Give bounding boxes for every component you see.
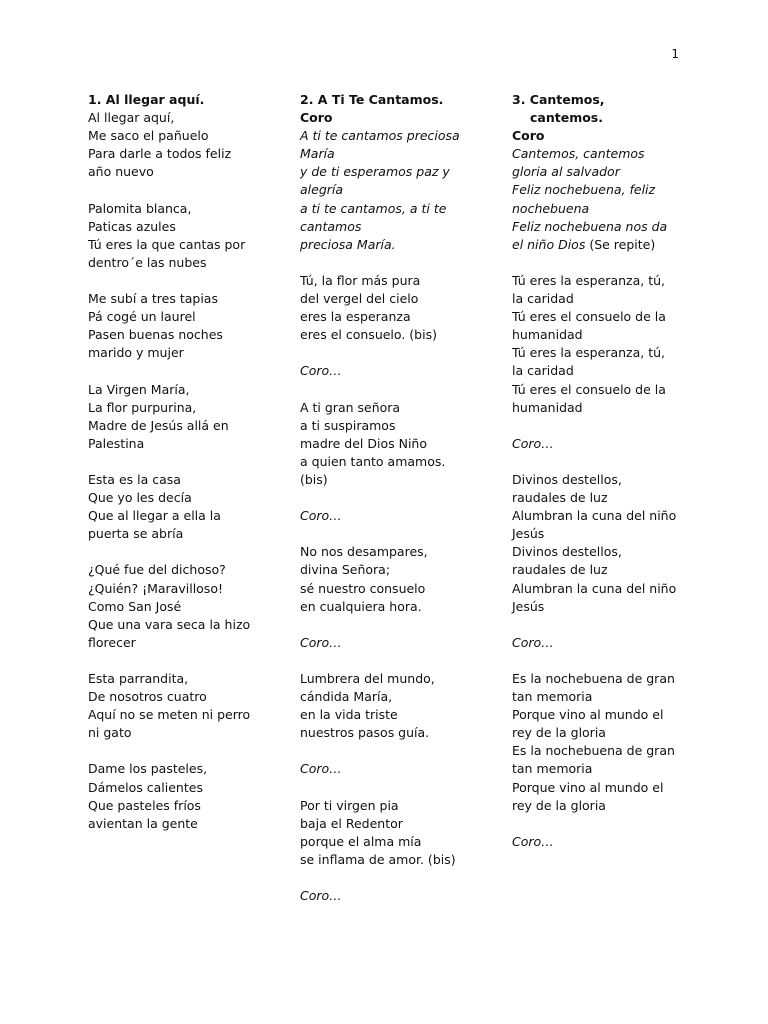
lyric-line bbox=[300, 236, 500, 254]
lyric-text: La flor purpurina, bbox=[88, 399, 197, 415]
lyric-line bbox=[512, 308, 682, 326]
lyric-line bbox=[300, 417, 500, 435]
lyric-text: marido y mujer bbox=[88, 345, 184, 361]
lyric-text: Me subí a tres tapias bbox=[88, 291, 218, 307]
lyric-text: la caridad bbox=[512, 291, 574, 307]
lyric-line bbox=[88, 670, 288, 688]
lyric-text: la caridad bbox=[512, 363, 574, 379]
lyric-text: Coro… bbox=[300, 634, 342, 650]
lyric-text: Coro… bbox=[300, 363, 342, 379]
lyric-line bbox=[512, 145, 682, 163]
lyric-text: cantamos bbox=[300, 218, 362, 234]
lyric-text: Pasen buenas noches bbox=[88, 327, 223, 343]
lyric-text: Jesús bbox=[512, 598, 545, 614]
lyric-text: Dame los pasteles, bbox=[88, 761, 208, 777]
lyric-text: Coro… bbox=[300, 761, 342, 777]
stanza-break bbox=[300, 616, 500, 634]
lyric-line bbox=[512, 489, 682, 507]
lyric-text: Esta parrandita, bbox=[88, 671, 189, 686]
song-column-2 bbox=[300, 91, 500, 905]
lyric-text: tan memoria bbox=[512, 689, 593, 705]
stanza-break bbox=[88, 181, 288, 199]
lyric-line bbox=[300, 326, 500, 344]
lyric-text: Que yo les decía bbox=[88, 490, 192, 506]
lyric-text: año nuevo bbox=[88, 164, 154, 180]
lyric-line bbox=[88, 507, 288, 525]
lyric-line bbox=[512, 326, 682, 344]
lyric-line bbox=[300, 598, 500, 616]
lyric-text: Coro… bbox=[300, 888, 342, 904]
lyric-text: Paticas azules bbox=[88, 218, 176, 234]
stanza-break bbox=[512, 453, 682, 471]
lyric-line bbox=[512, 760, 682, 778]
lyric-text: a quien tanto amamos. bbox=[300, 453, 446, 469]
lyric-line bbox=[512, 200, 682, 218]
lyric-line bbox=[88, 254, 288, 272]
lyric-text: divina Señora; bbox=[300, 562, 391, 578]
lyric-line bbox=[300, 145, 500, 163]
lyric-text: De nosotros cuatro bbox=[88, 689, 207, 705]
lyric-text: nuestros pasos guía. bbox=[300, 725, 430, 741]
coro-reference bbox=[300, 362, 500, 380]
lyric-line bbox=[300, 290, 500, 308]
lyric-text: María bbox=[300, 146, 335, 162]
lyric-line bbox=[300, 308, 500, 326]
lyric-text: dentro´e las nubes bbox=[88, 254, 207, 270]
lyric-line bbox=[300, 399, 500, 417]
lyric-line bbox=[300, 200, 500, 218]
lyric-line bbox=[300, 706, 500, 724]
lyric-text: nochebuena bbox=[512, 200, 590, 216]
lyric-line bbox=[512, 163, 682, 181]
lyric-text: en la vida triste bbox=[300, 707, 398, 723]
lyric-line bbox=[300, 543, 500, 561]
lyric-line bbox=[512, 779, 682, 797]
lyric-suffix: (Se repite) bbox=[585, 236, 656, 252]
lyric-line bbox=[88, 760, 288, 778]
lyric-text: Por ti virgen pia bbox=[300, 797, 399, 813]
lyric-line bbox=[88, 417, 288, 435]
lyric-line bbox=[88, 724, 288, 742]
coro-reference bbox=[512, 634, 682, 652]
stanza-break bbox=[512, 254, 682, 272]
stanza-break bbox=[300, 742, 500, 760]
song-title bbox=[300, 91, 500, 109]
lyric-line bbox=[88, 471, 288, 489]
lyric-text: preciosa María. bbox=[300, 236, 396, 252]
lyric-text: raudales de luz bbox=[512, 562, 608, 578]
coro-reference bbox=[512, 833, 682, 851]
lyric-line bbox=[300, 127, 500, 145]
lyric-line bbox=[88, 779, 288, 797]
lyric-text: humanidad bbox=[512, 399, 583, 415]
lyric-line bbox=[88, 145, 288, 163]
lyric-text: Feliz nochebuena nos da bbox=[512, 218, 668, 234]
lyric-line bbox=[88, 109, 288, 127]
stanza-break bbox=[300, 381, 500, 399]
lyric-text: Pá cogé un laurel bbox=[88, 309, 196, 325]
lyric-line bbox=[88, 200, 288, 218]
song-title-line: 3. Cantemos, bbox=[512, 92, 605, 107]
lyric-line bbox=[300, 724, 500, 742]
lyric-line bbox=[512, 525, 682, 543]
lyric-text: eres el consuelo. (bis) bbox=[300, 327, 437, 343]
lyric-line bbox=[512, 543, 682, 561]
stanza-break bbox=[300, 489, 500, 507]
lyric-line bbox=[300, 797, 500, 815]
stanza-break bbox=[88, 272, 288, 290]
lyric-text: ¿Quién? ¡Maravilloso! bbox=[88, 580, 223, 596]
lyric-line bbox=[300, 163, 500, 181]
lyric-text: Tú eres el consuelo de la bbox=[512, 381, 666, 397]
lyric-line bbox=[512, 561, 682, 579]
lyric-line bbox=[512, 706, 682, 724]
lyric-text: Esta es la casa bbox=[88, 471, 181, 487]
lyric-text: Divinos destellos, bbox=[512, 471, 622, 487]
lyric-text: Lumbrera del mundo, bbox=[300, 671, 435, 686]
lyric-line bbox=[88, 381, 288, 399]
lyric-text: Tú eres la esperanza, tú, bbox=[512, 345, 665, 361]
coro-reference bbox=[512, 435, 682, 453]
lyric-line bbox=[512, 290, 682, 308]
lyric-text: Coro… bbox=[300, 508, 342, 524]
coro-reference bbox=[300, 760, 500, 778]
lyric-text: Coro… bbox=[512, 833, 554, 849]
lyric-text: Palomita blanca, bbox=[88, 200, 192, 216]
lyric-line bbox=[512, 362, 682, 380]
lyric-line bbox=[300, 815, 500, 833]
song-title bbox=[88, 91, 288, 109]
lyric-text: Porque vino al mundo el bbox=[512, 779, 664, 795]
lyric-text: Al llegar aquí, bbox=[88, 110, 175, 126]
lyric-line bbox=[512, 688, 682, 706]
lyric-text: del vergel del cielo bbox=[300, 291, 419, 307]
lyric-line bbox=[512, 236, 682, 254]
lyric-text: ¿Qué fue del dichoso? bbox=[88, 562, 226, 578]
stanza-break bbox=[300, 525, 500, 543]
lyric-text: se inflama de amor. (bis) bbox=[300, 851, 456, 867]
stanza-break bbox=[512, 616, 682, 634]
lyric-text: Coro… bbox=[512, 435, 554, 451]
lyric-line bbox=[300, 272, 500, 290]
lyric-line bbox=[512, 381, 682, 399]
lyric-text: Aquí no se meten ni perro bbox=[88, 707, 251, 723]
lyric-line bbox=[88, 688, 288, 706]
lyric-text: Es la nochebuena de gran bbox=[512, 743, 675, 759]
lyric-line bbox=[300, 471, 500, 489]
lyric-text: Cantemos, cantemos bbox=[512, 146, 645, 162]
lyric-text: sé nuestro consuelo bbox=[300, 580, 426, 596]
stanza-break bbox=[300, 344, 500, 362]
lyric-text: a ti suspiramos bbox=[300, 417, 396, 433]
lyric-line bbox=[512, 181, 682, 199]
lyric-line bbox=[300, 580, 500, 598]
stanza-break bbox=[300, 779, 500, 797]
lyric-text: Me saco el pañuelo bbox=[88, 128, 209, 144]
stanza-break bbox=[88, 652, 288, 670]
lyric-text: No nos desampares, bbox=[300, 544, 428, 560]
lyric-line bbox=[512, 471, 682, 489]
lyric-text: madre del Dios Niño bbox=[300, 435, 427, 451]
lyric-text: A ti gran señora bbox=[300, 399, 401, 415]
lyric-text: gloria al salvador bbox=[512, 164, 620, 180]
lyric-text: Como San José bbox=[88, 598, 182, 614]
lyric-line bbox=[88, 634, 288, 652]
coro-label: Coro bbox=[512, 128, 545, 144]
lyric-line bbox=[88, 290, 288, 308]
lyric-text: rey de la gloria bbox=[512, 725, 606, 741]
lyric-text: tan memoria bbox=[512, 761, 593, 777]
stanza-break bbox=[88, 742, 288, 760]
lyric-text: ni gato bbox=[88, 725, 132, 741]
lyric-text: humanidad bbox=[512, 327, 583, 343]
lyric-text: avientan la gente bbox=[88, 815, 198, 831]
lyric-line bbox=[88, 598, 288, 616]
lyric-text: Coro… bbox=[512, 634, 554, 650]
stanza-break bbox=[88, 362, 288, 380]
stanza-break bbox=[512, 815, 682, 833]
lyric-text: Que pasteles fríos bbox=[88, 797, 201, 813]
lyric-line bbox=[512, 218, 682, 236]
lyric-line bbox=[512, 344, 682, 362]
lyric-line bbox=[88, 326, 288, 344]
lyric-line bbox=[512, 399, 682, 417]
lyric-line bbox=[88, 815, 288, 833]
lyric-text: Divinos destellos, bbox=[512, 544, 622, 560]
song-title bbox=[512, 91, 682, 127]
lyric-text: el niño Dios bbox=[512, 236, 586, 252]
coro-label: Coro bbox=[300, 110, 333, 126]
lyric-text: A ti te cantamos preciosa bbox=[300, 128, 460, 144]
lyric-text: en cualquiera hora. bbox=[300, 598, 422, 614]
coro-reference bbox=[300, 887, 500, 905]
lyric-line bbox=[88, 308, 288, 326]
lyric-line bbox=[300, 833, 500, 851]
lyric-line bbox=[88, 797, 288, 815]
lyric-text: porque el alma mía bbox=[300, 833, 422, 849]
lyric-line bbox=[300, 218, 500, 236]
lyric-text: Para darle a todos feliz bbox=[88, 146, 232, 162]
stanza-break bbox=[512, 417, 682, 435]
stanza-break bbox=[300, 869, 500, 887]
song-column-3 bbox=[512, 91, 682, 851]
lyric-line bbox=[512, 670, 682, 688]
stanza-break bbox=[88, 453, 288, 471]
lyric-line bbox=[300, 670, 500, 688]
lyric-text: Tú eres la que cantas por bbox=[88, 236, 246, 252]
lyric-text: puerta se abría bbox=[88, 526, 184, 542]
lyric-text: Jesús bbox=[512, 526, 545, 542]
lyric-line bbox=[88, 706, 288, 724]
lyric-line bbox=[300, 851, 500, 869]
song-title-line: 1. Al llegar aquí. bbox=[88, 92, 205, 107]
song-column-1 bbox=[88, 91, 288, 833]
lyric-text: La Virgen María, bbox=[88, 381, 190, 397]
lyric-line bbox=[300, 688, 500, 706]
song-title-line: 2. A Ti Te Cantamos. bbox=[300, 92, 444, 107]
lyric-line bbox=[88, 163, 288, 181]
stanza-break bbox=[88, 543, 288, 561]
lyric-text: Madre de Jesús allá en bbox=[88, 417, 229, 433]
lyric-line bbox=[512, 580, 682, 598]
lyric-text: Que al llegar a ella la bbox=[88, 508, 221, 524]
lyric-line bbox=[88, 435, 288, 453]
lyric-line bbox=[512, 742, 682, 760]
stanza-break bbox=[300, 254, 500, 272]
lyric-line bbox=[88, 236, 288, 254]
lyric-line bbox=[88, 489, 288, 507]
lyric-text: a ti te cantamos, a ti te bbox=[300, 200, 447, 216]
song-title-line: cantemos. bbox=[530, 110, 603, 126]
lyric-line bbox=[512, 272, 682, 290]
lyric-line bbox=[88, 561, 288, 579]
page-number: 1 bbox=[671, 47, 679, 61]
lyric-line bbox=[88, 580, 288, 598]
lyric-line bbox=[88, 399, 288, 417]
lyric-line bbox=[300, 435, 500, 453]
lyric-text: Tú, la flor más pura bbox=[300, 272, 421, 288]
lyric-line bbox=[88, 127, 288, 145]
lyric-line bbox=[512, 507, 682, 525]
lyric-line bbox=[300, 181, 500, 199]
lyric-line bbox=[300, 561, 500, 579]
lyric-text: Es la nochebuena de gran bbox=[512, 671, 675, 686]
lyric-text: y de ti esperamos paz y bbox=[300, 164, 450, 180]
coro-reference bbox=[300, 507, 500, 525]
lyric-text: (bis) bbox=[300, 471, 328, 487]
lyric-text: Tú eres el consuelo de la bbox=[512, 309, 666, 325]
coro-reference bbox=[300, 634, 500, 652]
lyric-line bbox=[88, 344, 288, 362]
lyric-text: Alumbran la cuna del niño bbox=[512, 508, 677, 524]
lyric-text: Palestina bbox=[88, 435, 145, 451]
stanza-break bbox=[300, 652, 500, 670]
lyric-text: florecer bbox=[88, 634, 136, 650]
lyric-text: Dámelos calientes bbox=[88, 779, 203, 795]
lyric-text: eres la esperanza bbox=[300, 309, 411, 325]
lyric-line bbox=[88, 218, 288, 236]
lyric-line bbox=[512, 797, 682, 815]
lyric-text: Porque vino al mundo el bbox=[512, 707, 664, 723]
lyric-text: Feliz nochebuena, feliz bbox=[512, 182, 656, 198]
lyric-text: raudales de luz bbox=[512, 490, 608, 506]
lyric-line bbox=[512, 598, 682, 616]
lyric-text: Tú eres la esperanza, tú, bbox=[512, 272, 665, 288]
lyric-text: Que una vara seca la hizo bbox=[88, 616, 251, 632]
lyric-text: cándida María, bbox=[300, 689, 393, 705]
lyric-line bbox=[512, 724, 682, 742]
lyric-line bbox=[88, 616, 288, 634]
lyric-text: alegría bbox=[300, 182, 344, 198]
lyric-text: rey de la gloria bbox=[512, 797, 606, 813]
lyric-line bbox=[300, 453, 500, 471]
lyric-line bbox=[88, 525, 288, 543]
stanza-break bbox=[512, 652, 682, 670]
lyric-text: baja el Redentor bbox=[300, 815, 403, 831]
lyric-text: Alumbran la cuna del niño bbox=[512, 580, 677, 596]
